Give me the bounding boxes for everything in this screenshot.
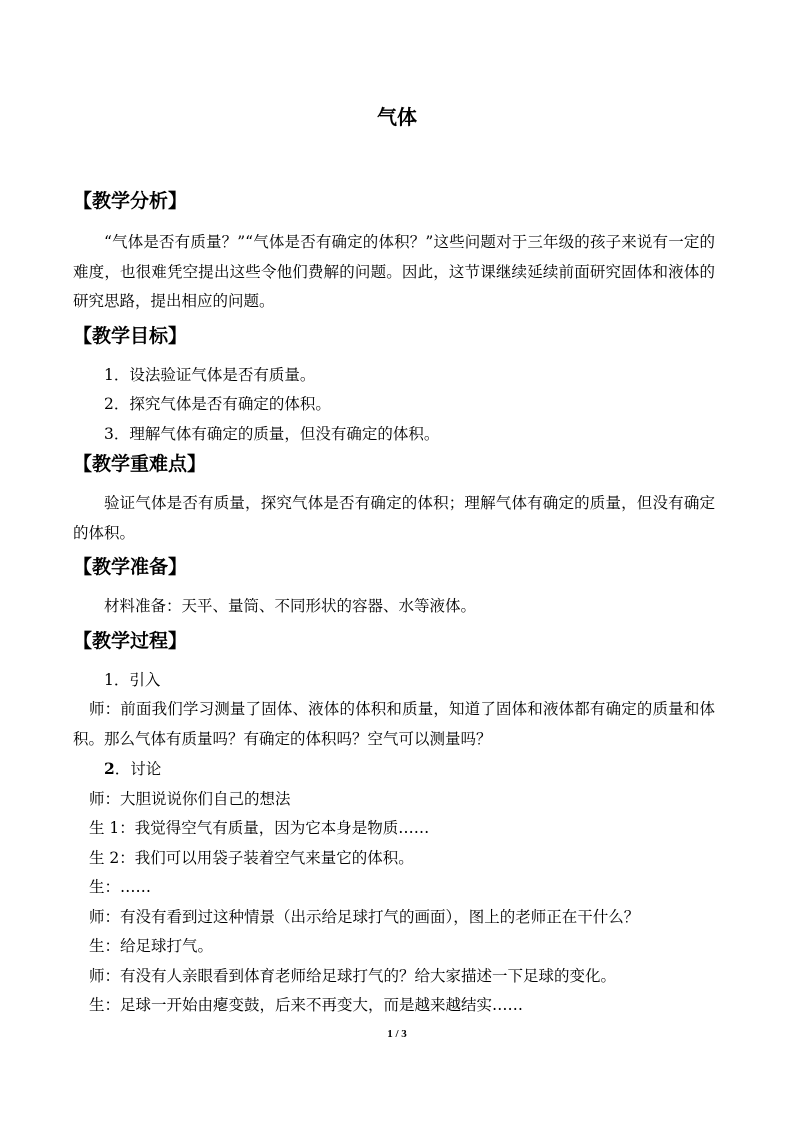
goal-item-1: 1．设法验证气体是否有质量。 — [104, 365, 316, 384]
section-heading-key-points: 【教学重难点】 — [73, 453, 207, 475]
dialogue-line: 师：有没有看到过这种情景（出示给足球打气的画面），图上的老师正在干什么？ — [89, 907, 640, 926]
preparation-paragraph: 材料准备：天平、量筒、不同形状的容器、水等液体。 — [104, 597, 477, 615]
dialogue-line: 生：…… — [89, 878, 152, 896]
analysis-paragraph: “气体是否有质量？”“气体是否有确定的体积？”这些问题对于三年级的孩子来说有一定的难度，也很难凭空提出这些令他们费解的问题。因此，这节课继续延续前面研究固体和液体的研究思路，提出相应的问题。 — [73, 233, 715, 310]
dialogue-line: 师：有没有人亲眼看到体育老师给足球打气的？给大家描述一下足球的变化。 — [89, 966, 617, 985]
dialogue-line: 生 2：我们可以用袋子装着空气来量它的体积。 — [89, 848, 414, 867]
dialogue-line: 生：给足球打气。 — [89, 937, 214, 955]
goal-item-2: 2．探究气体是否有确定的体积。 — [104, 395, 331, 413]
process-step-2-label: ．讨论 — [114, 760, 162, 778]
teacher-intro-paragraph: 师：前面我们学习测量了固体、液体的体积和质量，知道了固体和液体都有确定的质量和体积。那么气体有质量吗？有确定的体积吗？空气可以测量吗？ — [73, 700, 715, 748]
document-body — [73, 186, 715, 1021]
section-heading-goals: 【教学目标】 — [73, 324, 188, 347]
page-title: 气体 — [377, 105, 417, 129]
dialogue-line: 师：大胆说说你们自己的想法 — [89, 789, 291, 808]
process-step-2-number: 2 — [104, 759, 115, 778]
page-number: 1 / 3 — [387, 1028, 407, 1040]
goal-item-3: 3．理解气体有确定的质量，但没有确定的体积。 — [104, 424, 440, 443]
dialogue-line: 生：足球一开始由瘪变鼓，后来不再变大，而是越来越结实…… — [89, 996, 524, 1014]
section-heading-process: 【教学过程】 — [73, 629, 188, 652]
key-points-paragraph: 验证气体是否有质量，探究气体是否有确定的体积；理解气体有确定的质量，但没有确定的体积。 — [73, 494, 715, 542]
process-step-2 — [73, 754, 715, 785]
dialogue-line: 生 1：我觉得空气有质量，因为它本身是物质…… — [89, 819, 430, 837]
section-heading-analysis: 【教学分析】 — [73, 190, 188, 212]
process-step-1: 1．引入 — [104, 670, 161, 689]
section-heading-preparation: 【教学准备】 — [73, 556, 188, 578]
